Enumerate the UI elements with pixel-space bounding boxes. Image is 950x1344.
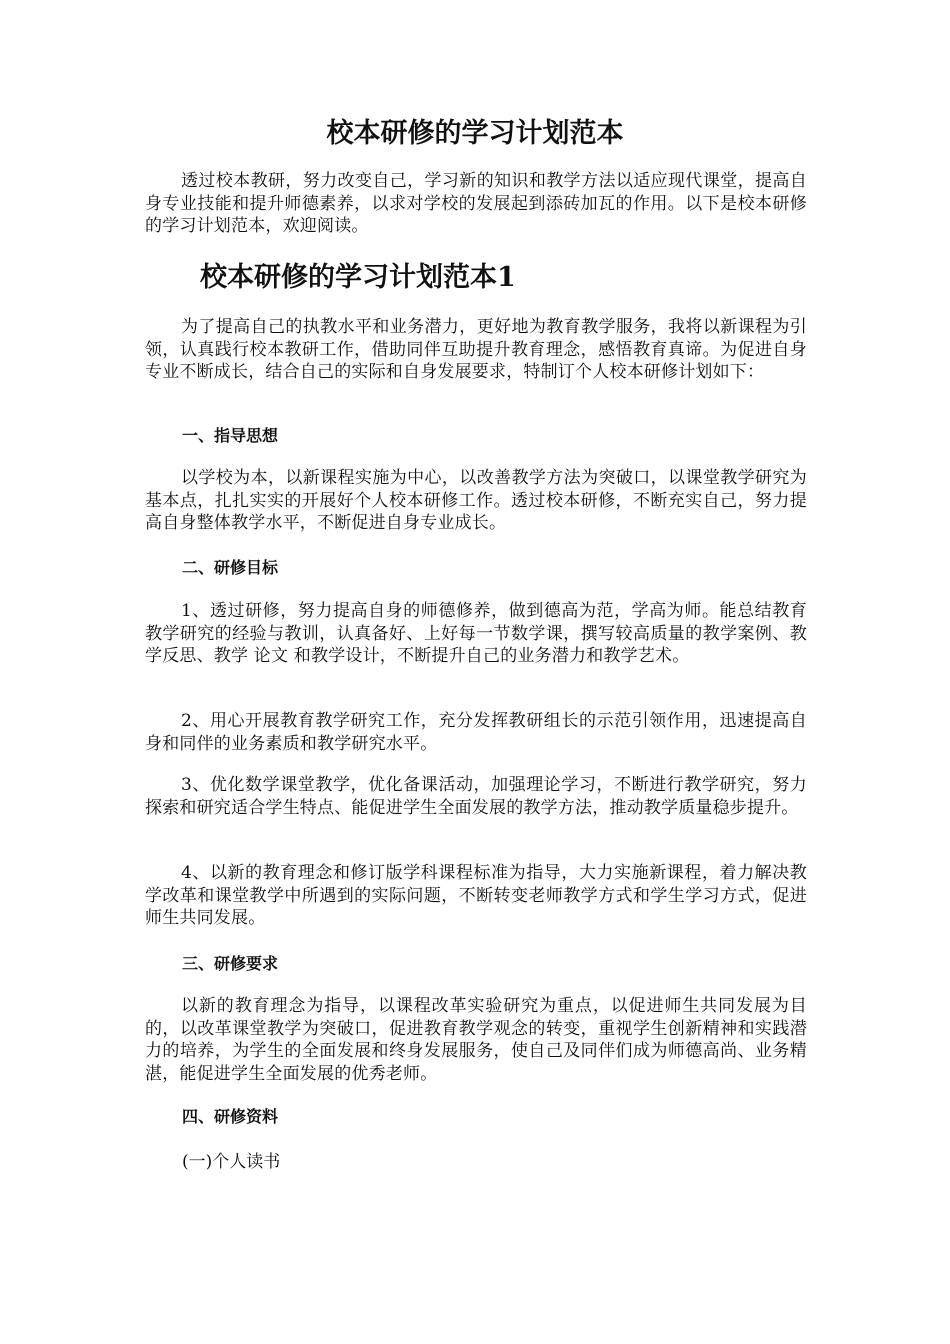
goal-item-4: 4、以新的教育理念和修订版学科课程标准为指导，大力实施新课程，着力解决教学改革和课堂教学中所遇到的实际问题，不断转变老师教学方式和学生学习方式，促进师生共同发展。: [145, 863, 807, 928]
subheading-personal-reading: (一)个人读书: [182, 1152, 281, 1172]
goal-item-2: 2、用心开展教育教学研究工作，充分发挥教研组长的示范引领作用，迅速提高自身和同伴的业务素质和教学研究水平。: [145, 711, 807, 754]
document-title: 校本研修的学习计划范本: [326, 118, 624, 149]
goal-item-3: 3、优化数学课堂教学，优化备课活动，加强理论学习，不断进行教学研究，努力探索和研究适合学生特点、能促进学生全面发展的教学方法，推动教学质量稳步提升。: [145, 775, 807, 818]
heading-guiding-ideology: 一、指导思想: [182, 426, 279, 445]
guiding-ideology-paragraph: 以学校为本，以新课程实施为中心，以改善教学方法为突破口，以课堂教学研究为基本点，扎扎实实的开展好个人校本研修工作。透过校本研修，不断充实自己，努力提高自身整体教学水平，不断促进自身专业成长。: [145, 468, 807, 533]
heading-study-goals: 二、研修目标: [182, 558, 279, 577]
study-requirements-paragraph: 以新的教育理念为指导，以课程改革实验研究为重点，以促进师生共同发展为目的，以改革课堂教学为突破口，促进教育教学观念的转变，重视学生创新精神和实践潜力的培养，为学生的全面发展和终身发展服务，使自己及同伴们成为师德高尚、业务精湛，能促进学生全面发展的优秀老师。: [145, 996, 807, 1084]
heading-study-materials: 四、研修资料: [182, 1107, 279, 1126]
section-title: 校本研修的学习计划范本1: [200, 262, 516, 293]
goal-item-1: 1、透过研修，努力提高自身的师德修养，做到德高为范，学高为师。能总结教育教学研究的经验与教训，认真备好、上好每一节数学课，撰写较高质量的教学案例、教学反思、教学 论文 和教学设计，不断提升自己的业务潜力和教学艺术。: [145, 601, 807, 666]
heading-study-requirements: 三、研修要求: [182, 954, 279, 973]
section-intro-paragraph: 为了提高自己的执教水平和业务潜力，更好地为教育教学服务，我将以新课程为引领，认真践行校本教研工作，借助同伴互助提升教育理念，感悟教育真谛。为促进自身专业不断成长，结合自己的实际和自身发展要求，特制订个人校本研修计划如下：: [145, 317, 807, 382]
intro-paragraph: 透过校本教研，努力改变自己，学习新的知识和教学方法以适应现代课堂，提高自身专业技能和提升师德素养，以求对学校的发展起到添砖加瓦的作用。以下是校本研修的学习计划范本，欢迎阅读。: [145, 171, 807, 236]
